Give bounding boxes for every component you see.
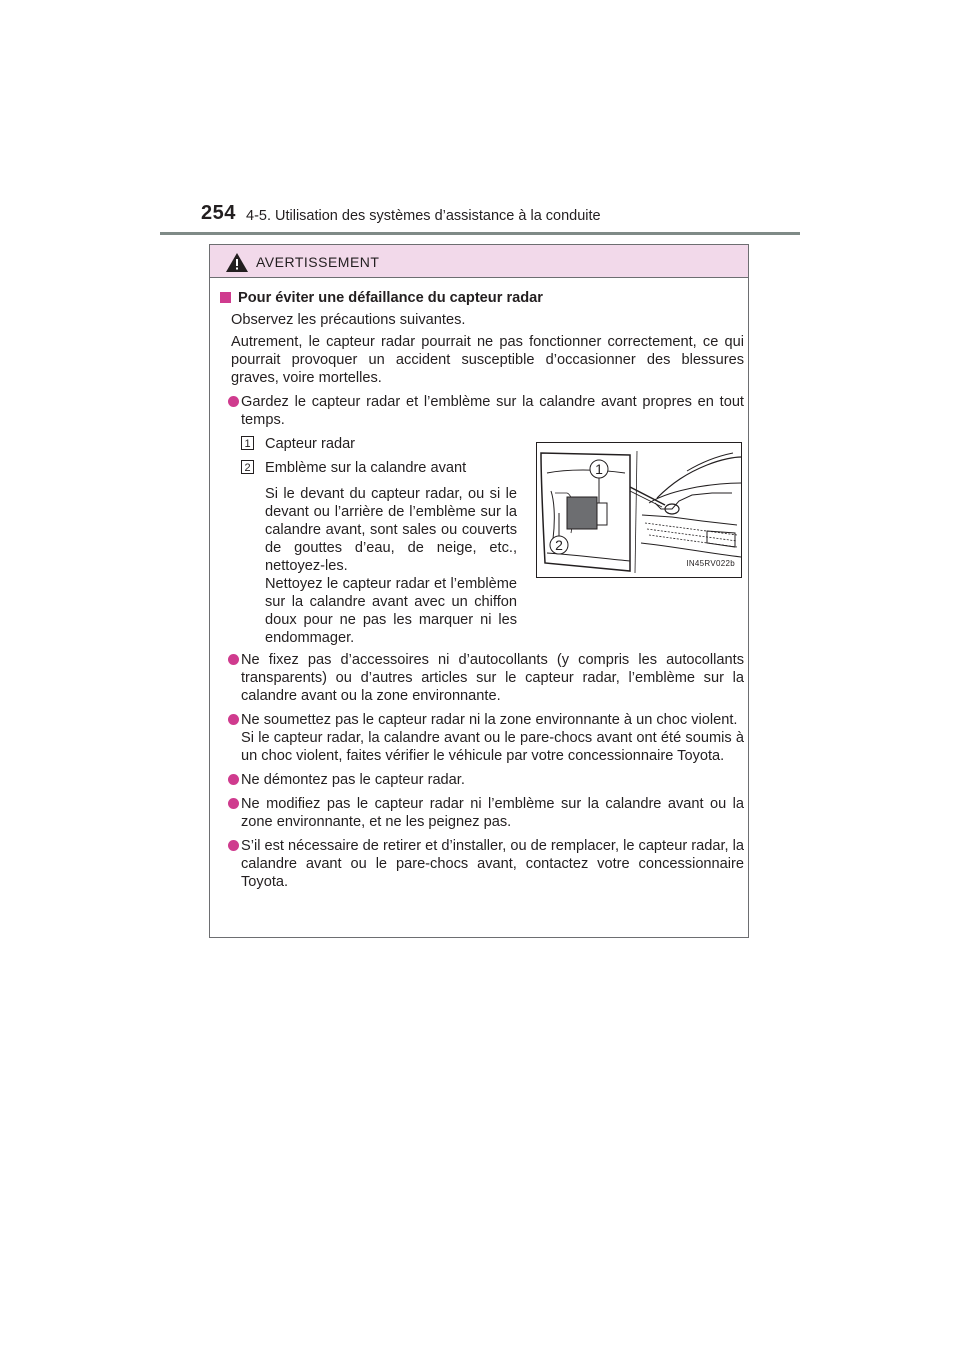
callout-number-1: 1: [241, 436, 254, 450]
figure-callout-1: 1: [595, 461, 603, 477]
legend-item-radar-sensor: [241, 435, 517, 457]
bullet-text: S’il est nécessaire de retirer et d’installer, ou de remplacer, le capteur radar, la calandre avant ou le pare-chocs avant, contactez votre concessionnaire Toyota.: [241, 838, 744, 890]
square-bullet-icon: [220, 292, 231, 303]
legend-label: Emblème sur la calandre avant: [265, 460, 467, 476]
radar-sensor-illustration: [536, 442, 742, 578]
legend-item-grille-emblem: [241, 459, 517, 481]
bullet-text: Gardez le capteur radar et l’emblème sur la calandre avant propres en tout temps.: [241, 394, 744, 428]
figure-row: [220, 435, 744, 645]
bullet-text-continued: Si le capteur radar, la calandre avant ou le pare-chocs avant ont été soumis à un choc violent, faites vérifier le véhicule par votre concessionnaire Toyota.: [241, 730, 744, 764]
warning-header: [210, 245, 748, 278]
bullet-text: Ne fixez pas d’accessoires ni d’autocollants (y compris les autocollants transparents) ou d’autres articles sur le capteur radar, l’emblème sur la calandre avant ou la zone environnante.: [241, 652, 744, 704]
bullet-keep-clean: [220, 393, 744, 429]
header-rule: [160, 232, 800, 235]
bullet-dot-icon: [228, 396, 239, 407]
figure-legend: [241, 435, 517, 647]
subhead-text: Pour éviter une défaillance du capteur radar: [238, 290, 543, 306]
cleaning-instruction: Si le devant du capteur radar, ou si le devant ou l’arrière de l’emblème sur la calandre avant, sont sales ou couverts de gouttes d’eau, de neige, etc., nettoyez-les.: [265, 486, 517, 574]
precaution-list: [220, 651, 744, 891]
bullet-text: Ne modifiez pas le capteur radar ni l’emblème sur la calandre avant ou la zone environnante, et ne les peignez pas.: [241, 796, 744, 830]
consequence-paragraph: Autrement, le capteur radar pourrait ne pas fonctionner correctement, ce qui pourrait provoquer un accident susceptible d’occasionner des blessures graves, voire mortelles.: [231, 334, 744, 386]
page-header: [160, 202, 800, 232]
bullet-dot-icon: [228, 714, 239, 725]
bullet-text: Ne démontez pas le capteur radar.: [241, 772, 465, 788]
bullet-text: Ne soumettez pas le capteur radar ni la zone environnante à un choc violent.: [241, 712, 738, 728]
bullet-no-modification: [220, 795, 744, 831]
cleaning-method: Nettoyez le capteur radar et l’emblème sur la calandre avant avec un chiffon doux pour ne pas les marquer ni les endommager.: [265, 576, 517, 646]
legend-label: Capteur radar: [265, 436, 356, 452]
bullet-dot-icon: [228, 798, 239, 809]
callout-number-2: 2: [241, 460, 254, 474]
warning-box: [209, 244, 749, 938]
figure-callout-2: 2: [555, 537, 563, 553]
legend-description: [241, 485, 517, 647]
bullet-no-disassembly: [220, 771, 744, 789]
warning-content: [220, 289, 744, 891]
figure-code: IN45RV022b: [686, 559, 735, 568]
warning-triangle-icon: [226, 253, 248, 272]
warning-subhead: [220, 289, 744, 307]
warning-label: AVERTISSEMENT: [256, 254, 380, 270]
bullet-dot-icon: [228, 654, 239, 665]
bullet-dot-icon: [228, 840, 239, 851]
section-title: 4-5. Utilisation des systèmes d’assistance à la conduite: [246, 208, 601, 224]
page-number: 254: [201, 202, 236, 224]
bullet-contact-dealer: [220, 837, 744, 891]
intro-text: Observez les précautions suivantes.: [231, 312, 466, 328]
bullet-dot-icon: [228, 774, 239, 785]
bullet-no-accessories: [220, 651, 744, 705]
bullet-no-impact: [220, 711, 744, 765]
